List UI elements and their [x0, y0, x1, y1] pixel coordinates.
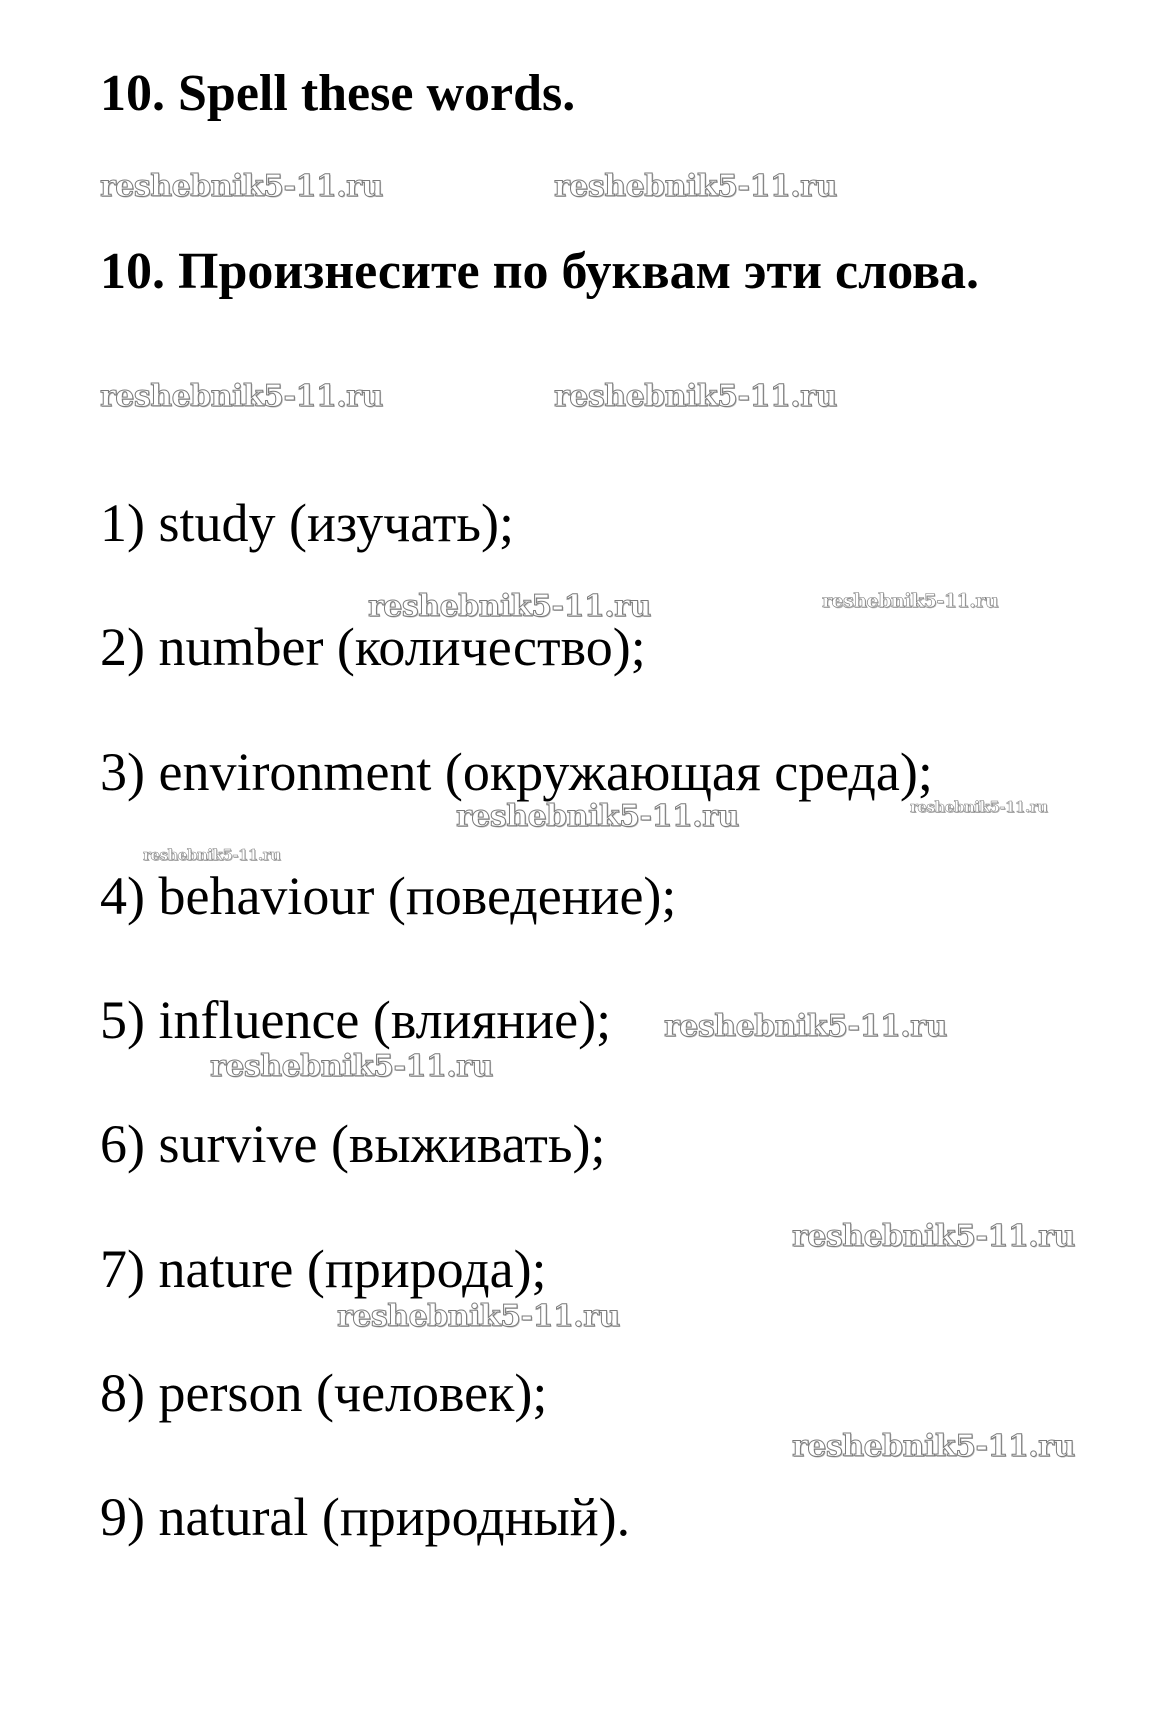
- watermark: reshebnik5-11.ru: [210, 1049, 493, 1084]
- watermark: reshebnik5-11.ru: [100, 169, 383, 204]
- list-item: 2) number (количество);: [100, 617, 646, 677]
- list-item: 5) influence (влияние);: [100, 990, 612, 1050]
- list-item: 1) study (изучать);: [100, 493, 515, 553]
- watermark: reshebnik5-11.ru: [910, 798, 1048, 816]
- list-item: 8) person (человек);: [100, 1363, 548, 1423]
- watermark: reshebnik5-11.ru: [456, 799, 739, 834]
- list-item: 7) nature (природа);: [100, 1239, 547, 1299]
- watermark: reshebnik5-11.ru: [664, 1009, 947, 1044]
- list-item: 6) survive (выживать);: [100, 1114, 606, 1174]
- title-english: 10. Spell these words.: [100, 65, 576, 122]
- watermark: reshebnik5-11.ru: [554, 379, 837, 414]
- watermark: reshebnik5-11.ru: [792, 1219, 1075, 1254]
- title-russian: 10. Произнесите по буквам эти слова.: [100, 243, 980, 300]
- watermark: reshebnik5-11.ru: [554, 169, 837, 204]
- list-item: 3) environment (окружающая среда);: [100, 742, 933, 802]
- list-item: 9) natural (природный).: [100, 1487, 631, 1547]
- watermark: reshebnik5-11.ru: [143, 846, 281, 864]
- list-item: 4) behaviour (поведение);: [100, 866, 677, 926]
- watermark: reshebnik5-11.ru: [368, 589, 651, 624]
- watermark: reshebnik5-11.ru: [792, 1429, 1075, 1464]
- watermark: reshebnik5-11.ru: [822, 590, 999, 612]
- watermark: reshebnik5-11.ru: [337, 1299, 620, 1334]
- watermark: reshebnik5-11.ru: [100, 379, 383, 414]
